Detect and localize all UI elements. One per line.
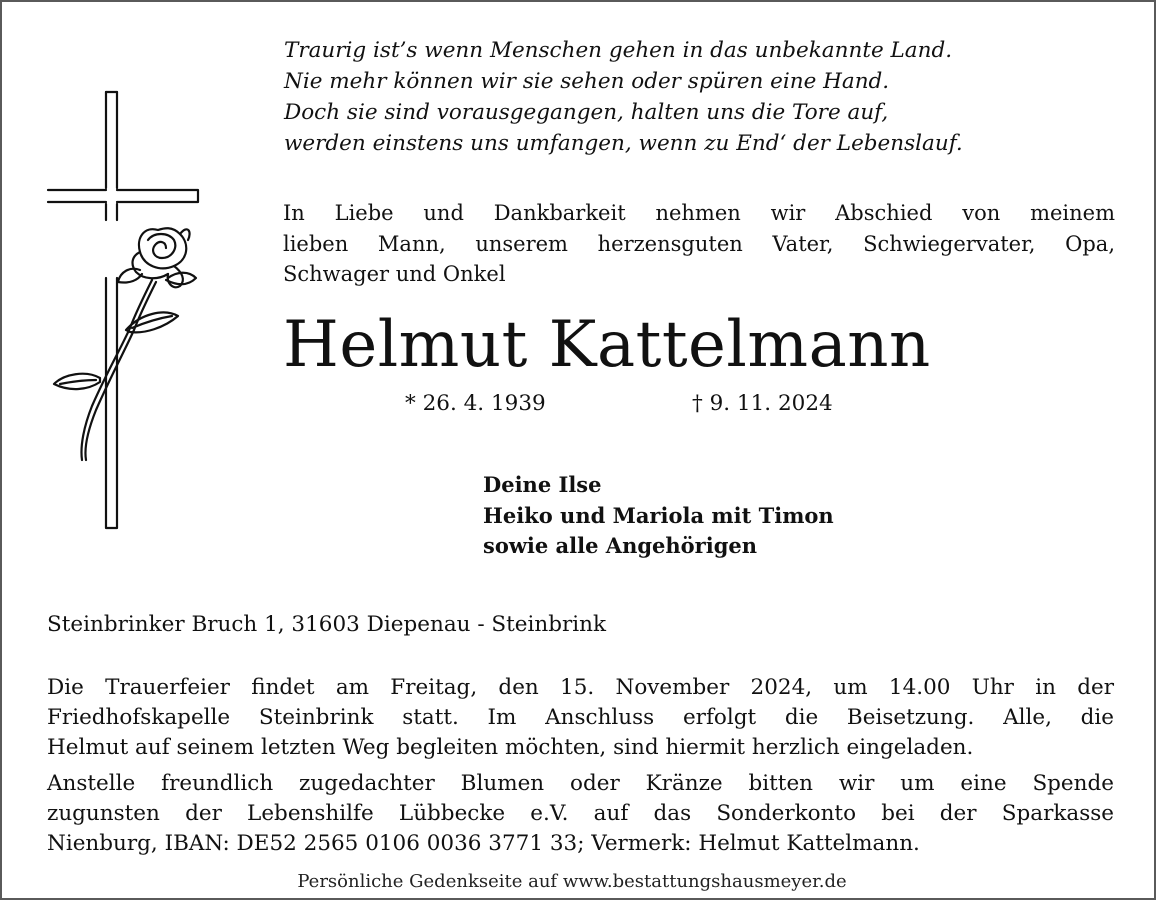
ceremony-paragraph xyxy=(47,673,1114,763)
intro-line: lieben Mann, unserem herzensguten Vater, Schwiegervater, Opa, xyxy=(283,231,1115,256)
donation-line: Anstelle freundlich zugedachter Blumen oder Kränze bitten wir um eine Spende xyxy=(47,771,1114,796)
death-date: † 9. 11. 2024 xyxy=(692,391,833,416)
ceremony-line: Friedhofskapelle Steinbrink statt. Im Anschluss erfolgt die Beisetzung. Alle, die xyxy=(47,705,1114,730)
memorial-page-link[interactable]: Persönliche Gedenkseite auf www.bestattungshausmeyer.de xyxy=(297,871,847,892)
family-line: Deine Ilse xyxy=(483,472,602,497)
poem xyxy=(284,35,963,159)
poem-line: werden einstens uns umfangen, wenn zu End‘ der Lebenslauf. xyxy=(284,131,963,156)
family-line: sowie alle Angehörigen xyxy=(483,533,758,558)
intro-text xyxy=(283,198,1115,290)
donation-paragraph xyxy=(47,769,1114,859)
poem-line: Doch sie sind vorausgegangen, halten uns die Tore auf, xyxy=(284,100,889,125)
family-signature xyxy=(483,470,834,562)
intro-line: In Liebe und Dankbarkeit nehmen wir Abschied von meinem xyxy=(283,201,1115,225)
poem-line: Nie mehr können wir sie sehen oder spüren eine Hand. xyxy=(284,69,890,94)
donation-line: zugunsten der Lebenshilfe Lübbecke e.V. auf das Sonderkonto bei der Sparkasse xyxy=(47,801,1114,826)
family-line: Heiko und Mariola mit Timon xyxy=(483,502,834,528)
ceremony-line: Helmut auf seinem letzten Weg begleiten möchten, sind hiermit herzlich eingeladen. xyxy=(47,735,974,760)
poem-line: Traurig ist’s wenn Menschen gehen in das unbekannte Land. xyxy=(284,38,953,63)
deceased-name: Helmut Kattelmann xyxy=(283,308,931,382)
donation-line: Nienburg, IBAN: DE52 2565 0106 0036 3771 33; Vermerk: Helmut Kattelmann. xyxy=(47,831,920,856)
birth-date: * 26. 4. 1939 xyxy=(405,391,546,416)
cross-with-rose-icon xyxy=(40,88,205,533)
intro-line: Schwager und Onkel xyxy=(283,262,506,286)
ceremony-line: Die Trauerfeier findet am Freitag, den 15. November 2024, um 14.00 Uhr in der xyxy=(47,675,1114,700)
address: Steinbrinker Bruch 1, 31603 Diepenau - Steinbrink xyxy=(47,612,607,637)
